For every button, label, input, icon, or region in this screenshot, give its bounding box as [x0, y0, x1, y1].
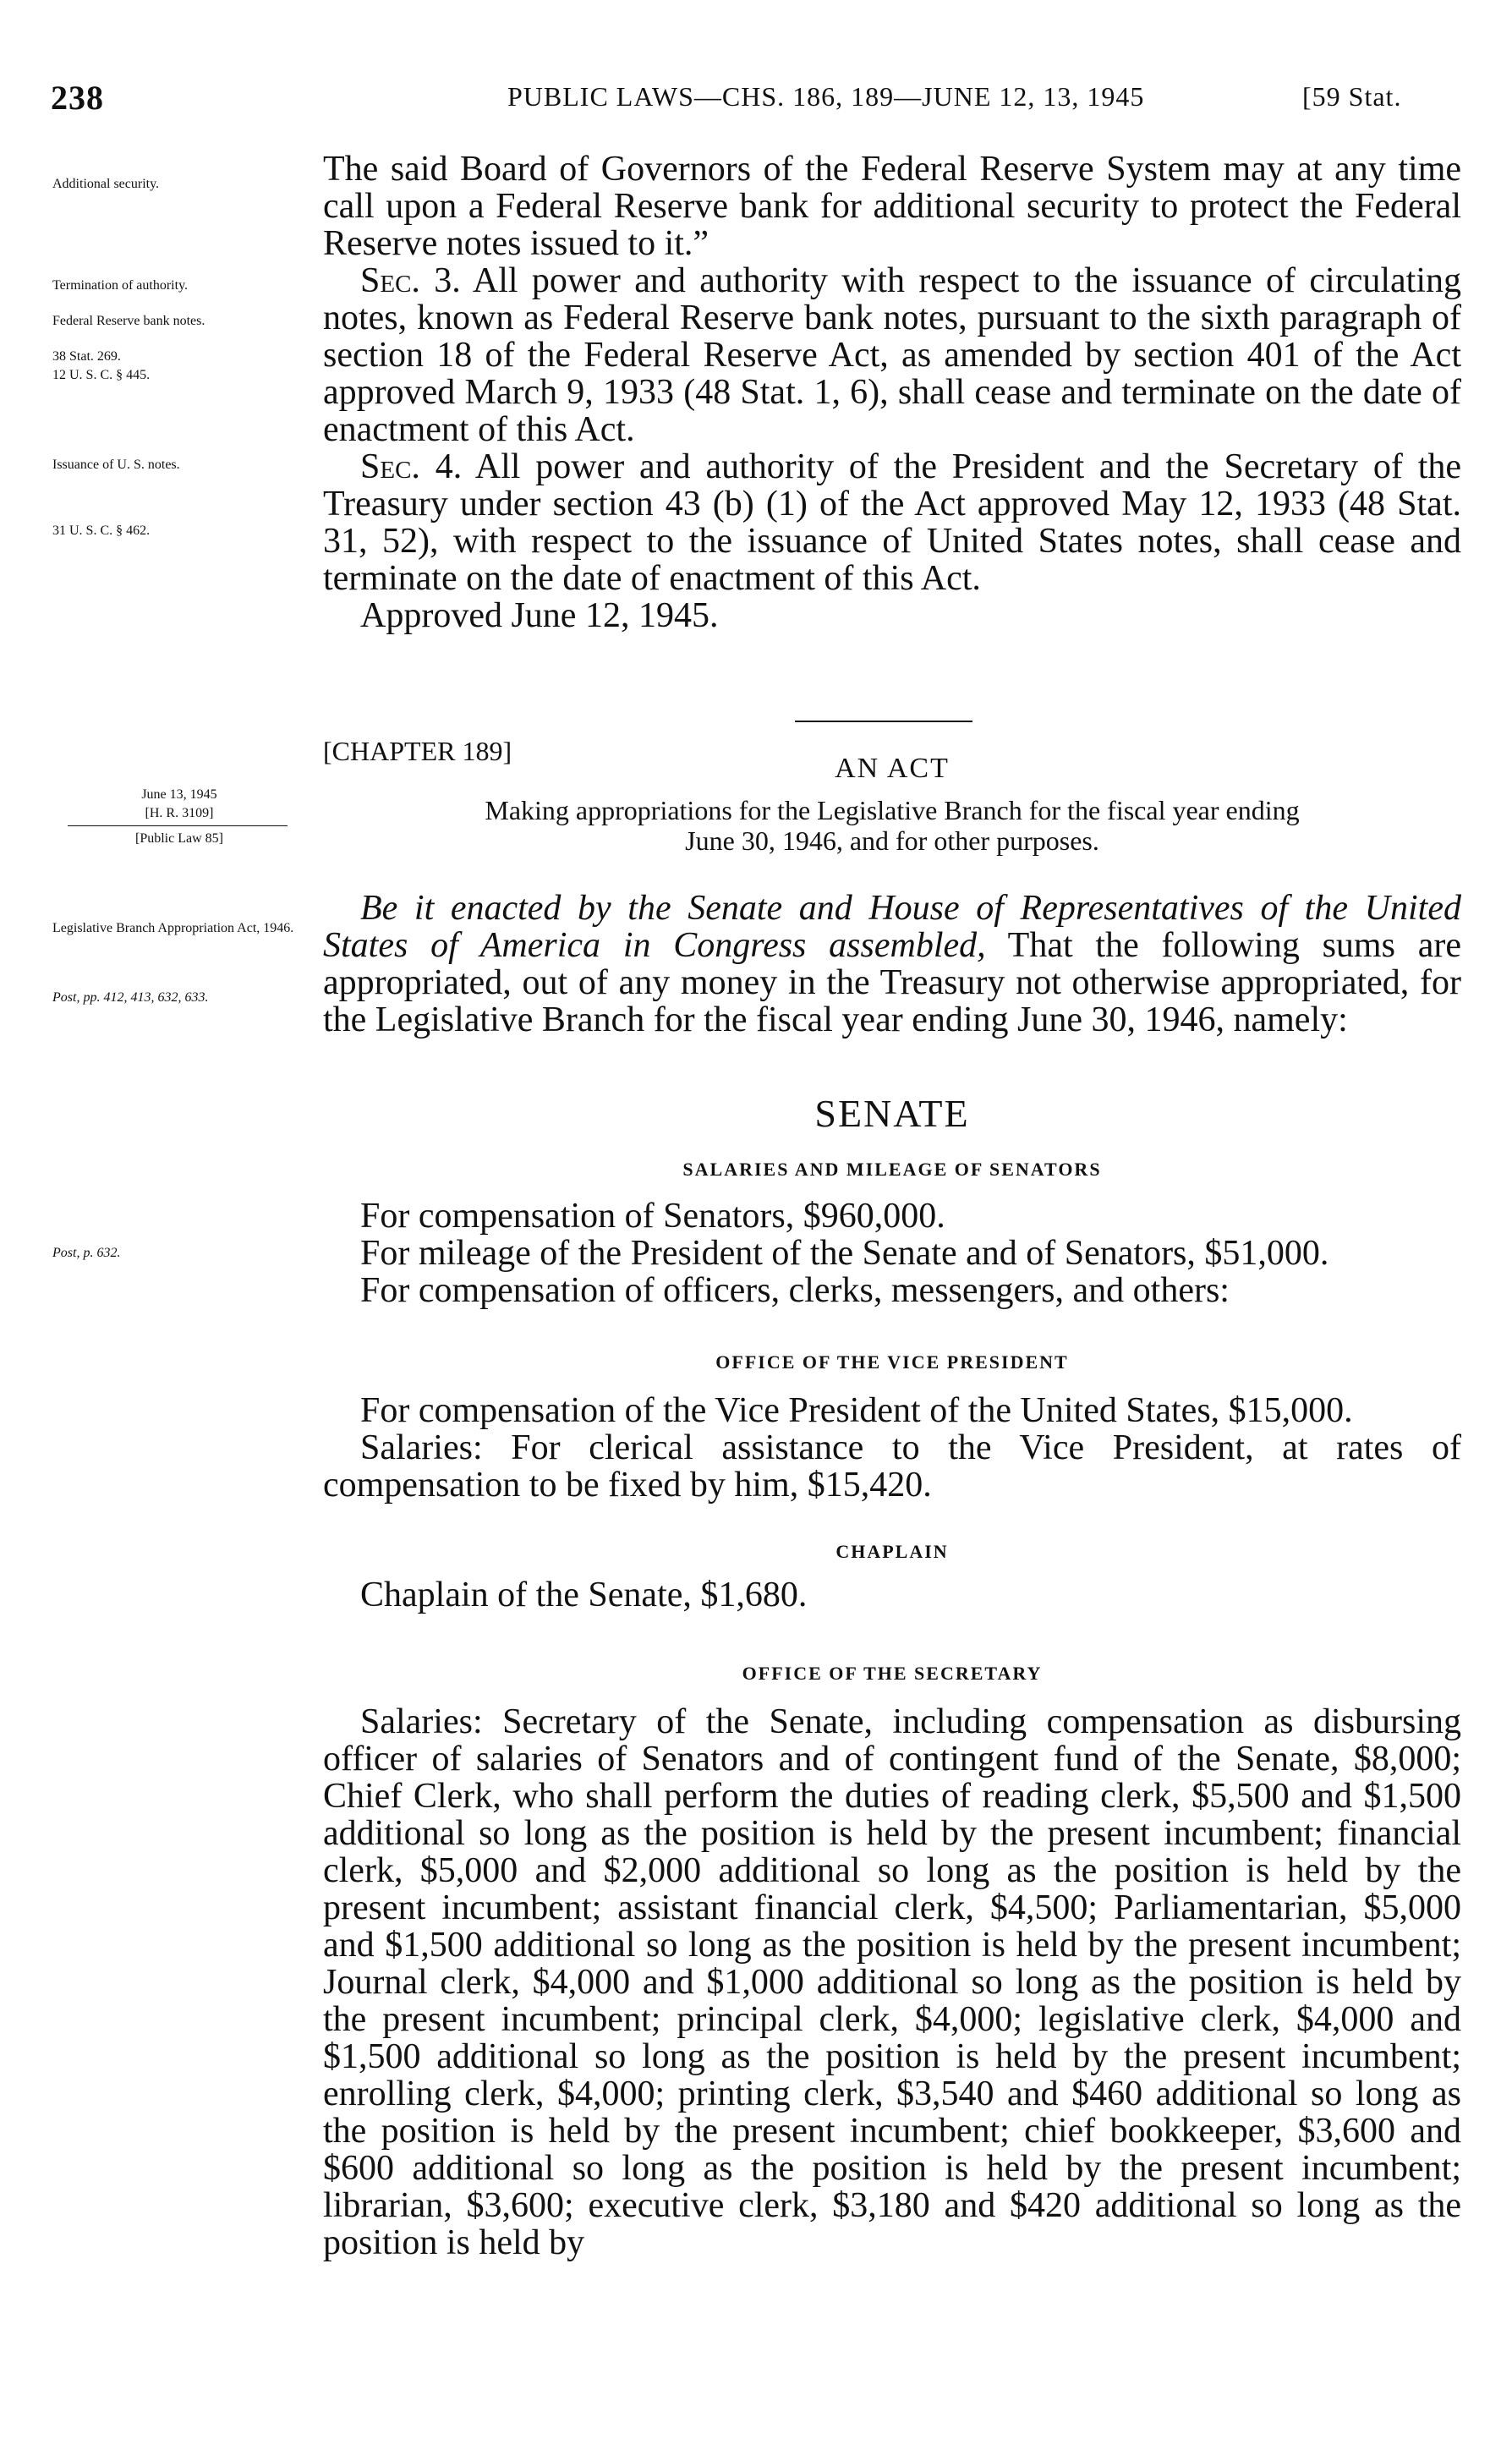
- margin-note-31-usc: 31 U. S. C. § 462.: [52, 523, 151, 538]
- chapter-heading: [CHAPTER 189]: [323, 736, 512, 766]
- an-act-heading: AN ACT: [835, 753, 950, 784]
- vice-president-heading: OFFICE OF THE VICE PRESIDENT: [715, 1351, 1069, 1373]
- margin-note-legislative-branch: Legislative Branch Appropriation Act, 1946.: [52, 921, 294, 935]
- chaplain-heading: CHAPLAIN: [835, 1541, 949, 1562]
- margin-note-12-usc: 12 U. S. C. § 445.: [52, 368, 151, 382]
- margin-rule: [68, 825, 288, 826]
- margin-note-termination: Termination of authority.: [52, 278, 189, 293]
- sec-3-label: Sec. 3.: [360, 261, 461, 300]
- chaplain-line: Chaplain of the Senate, $1,680.: [360, 1576, 808, 1614]
- margin-note-post-refs: Post, pp. 412, 413, 632, 633.: [52, 990, 209, 1005]
- volume-reference: [59 Stat.: [1302, 81, 1402, 112]
- enacting-clause: [323, 890, 1461, 1039]
- para-sec-4: [323, 448, 1461, 597]
- act-title-line-2: June 30, 1946, and for other purposes.: [685, 825, 1099, 856]
- enacting-clause-block: [323, 890, 1461, 1039]
- margin-note-public-law: [Public Law 85]: [135, 831, 223, 846]
- margin-note-38-stat: 38 Stat. 269.: [52, 349, 121, 364]
- vice-president-block: [323, 1392, 1461, 1504]
- margin-note-date: June 13, 1945: [141, 787, 217, 802]
- comp-senators: For compensation of Senators, $960,000.: [360, 1197, 945, 1236]
- margin-note-additional-security: Additional security.: [52, 177, 160, 191]
- body-top-section: [323, 151, 1461, 634]
- margin-note-bill: [H. R. 3109]: [145, 806, 214, 820]
- margin-note-fed-reserve-bank-notes: Federal Reserve bank notes.: [52, 314, 205, 328]
- vp-salaries: Salaries: For clerical assistance to the Vice President, at rates of compensation to be fixed by him, $15,420.: [323, 1428, 1461, 1505]
- senate-heading: SENATE: [814, 1092, 970, 1135]
- sec-3-text: All power and authority with respect to the issuance of circulating notes, known as Federal Reserve bank notes, pursuant to the sixth paragraph of section 18 of the Federal Reserve Act, as amended by section 401 of the Act approved March 9, 1933 (48 Stat. 1, 6), shall cease and terminate on the date of enactment of this Act.: [323, 261, 1461, 449]
- senators-comp-block: [323, 1198, 1461, 1309]
- mileage: For mileage of the President of the Senate and of Senators, $51,000.: [360, 1234, 1329, 1273]
- vp-comp: For compensation of the Vice President of the United States, $15,000.: [360, 1391, 1353, 1430]
- sec-4-text: All power and authority of the President and the Secretary of the Treasury under section 43 (b) (1) of the Act approved May 12, 1933 (48 Stat. 31, 52), with respect to the issuance of United States notes, shall cease and terminate on the date of enactment of this Act.: [323, 447, 1461, 598]
- page-number: 238: [51, 79, 104, 117]
- margin-note-post-632: Post, p. 632.: [52, 1246, 121, 1260]
- chaplain-block: [323, 1576, 1461, 1614]
- para-sec-3: [323, 262, 1461, 448]
- comp-officers: For compensation of officers, clerks, messengers, and others:: [360, 1271, 1230, 1310]
- secretary-salaries: Salaries: Secretary of the Senate, including compensation as disbursing officer of salaries of Senators and of contingent fund of the Senate, $8,000; Chief Clerk, who shall perform the duties of reading clerk, $5,500 and $1,500 additional so long as the position is held by the present incumbent; financial clerk, $5,000 and $2,000 additional so long as the position is held by the present incumbent; assistant financial clerk, $4,500; Parliamentarian, $5,000 and $1,500 additional so long as the position is held by the present incumbent; Journal clerk, $4,000 and $1,000 additional so long as the position is held by the present incumbent; principal clerk, $4,000; legislative clerk, $4,000 and $1,500 additional so long as the position is held by the present incumbent; enrolling clerk, $4,000; printing clerk, $3,540 and $460 additional so long as the position is held by the present incumbent; chief bookkeeper, $3,600 and $600 additional so long as the position is held by the present incumbent; librarian, $3,600; executive clerk, $3,180 and $420 additional so long as the position is held by: [323, 1702, 1461, 2262]
- salaries-mileage-heading: SALARIES AND MILEAGE OF SENATORS: [682, 1159, 1102, 1180]
- sec-4-label: Sec. 4.: [360, 447, 463, 486]
- enacting-rest: That the following sums are appropriated, out of any money in the Treasury not otherwise appropriated, for the Legislative Branch for the fiscal year ending June 30, 1946, namely:: [323, 926, 1461, 1039]
- para-additional-security: The said Board of Governors of the Federal Reserve System may at any time call upon a Federal Reserve bank for additional security to protect the Federal Reserve notes issued to it.”: [323, 150, 1461, 263]
- approved-date: Approved June 12, 1945.: [360, 596, 719, 635]
- act-title-line-1: Making appropriations for the Legislative Branch for the fiscal year ending: [485, 795, 1300, 825]
- secretary-block: [323, 1703, 1461, 2261]
- act-rule: [795, 721, 972, 722]
- running-title: PUBLIC LAWS—CHS. 186, 189—JUNE 12, 13, 1945: [507, 81, 1145, 112]
- secretary-heading: OFFICE OF THE SECRETARY: [742, 1663, 1043, 1684]
- margin-note-issuance-us-notes: Issuance of U. S. notes.: [52, 458, 180, 472]
- enacting-italic: Be it enacted by the Senate and House of Representatives of the United States of America in Congress assembled,: [323, 889, 1461, 965]
